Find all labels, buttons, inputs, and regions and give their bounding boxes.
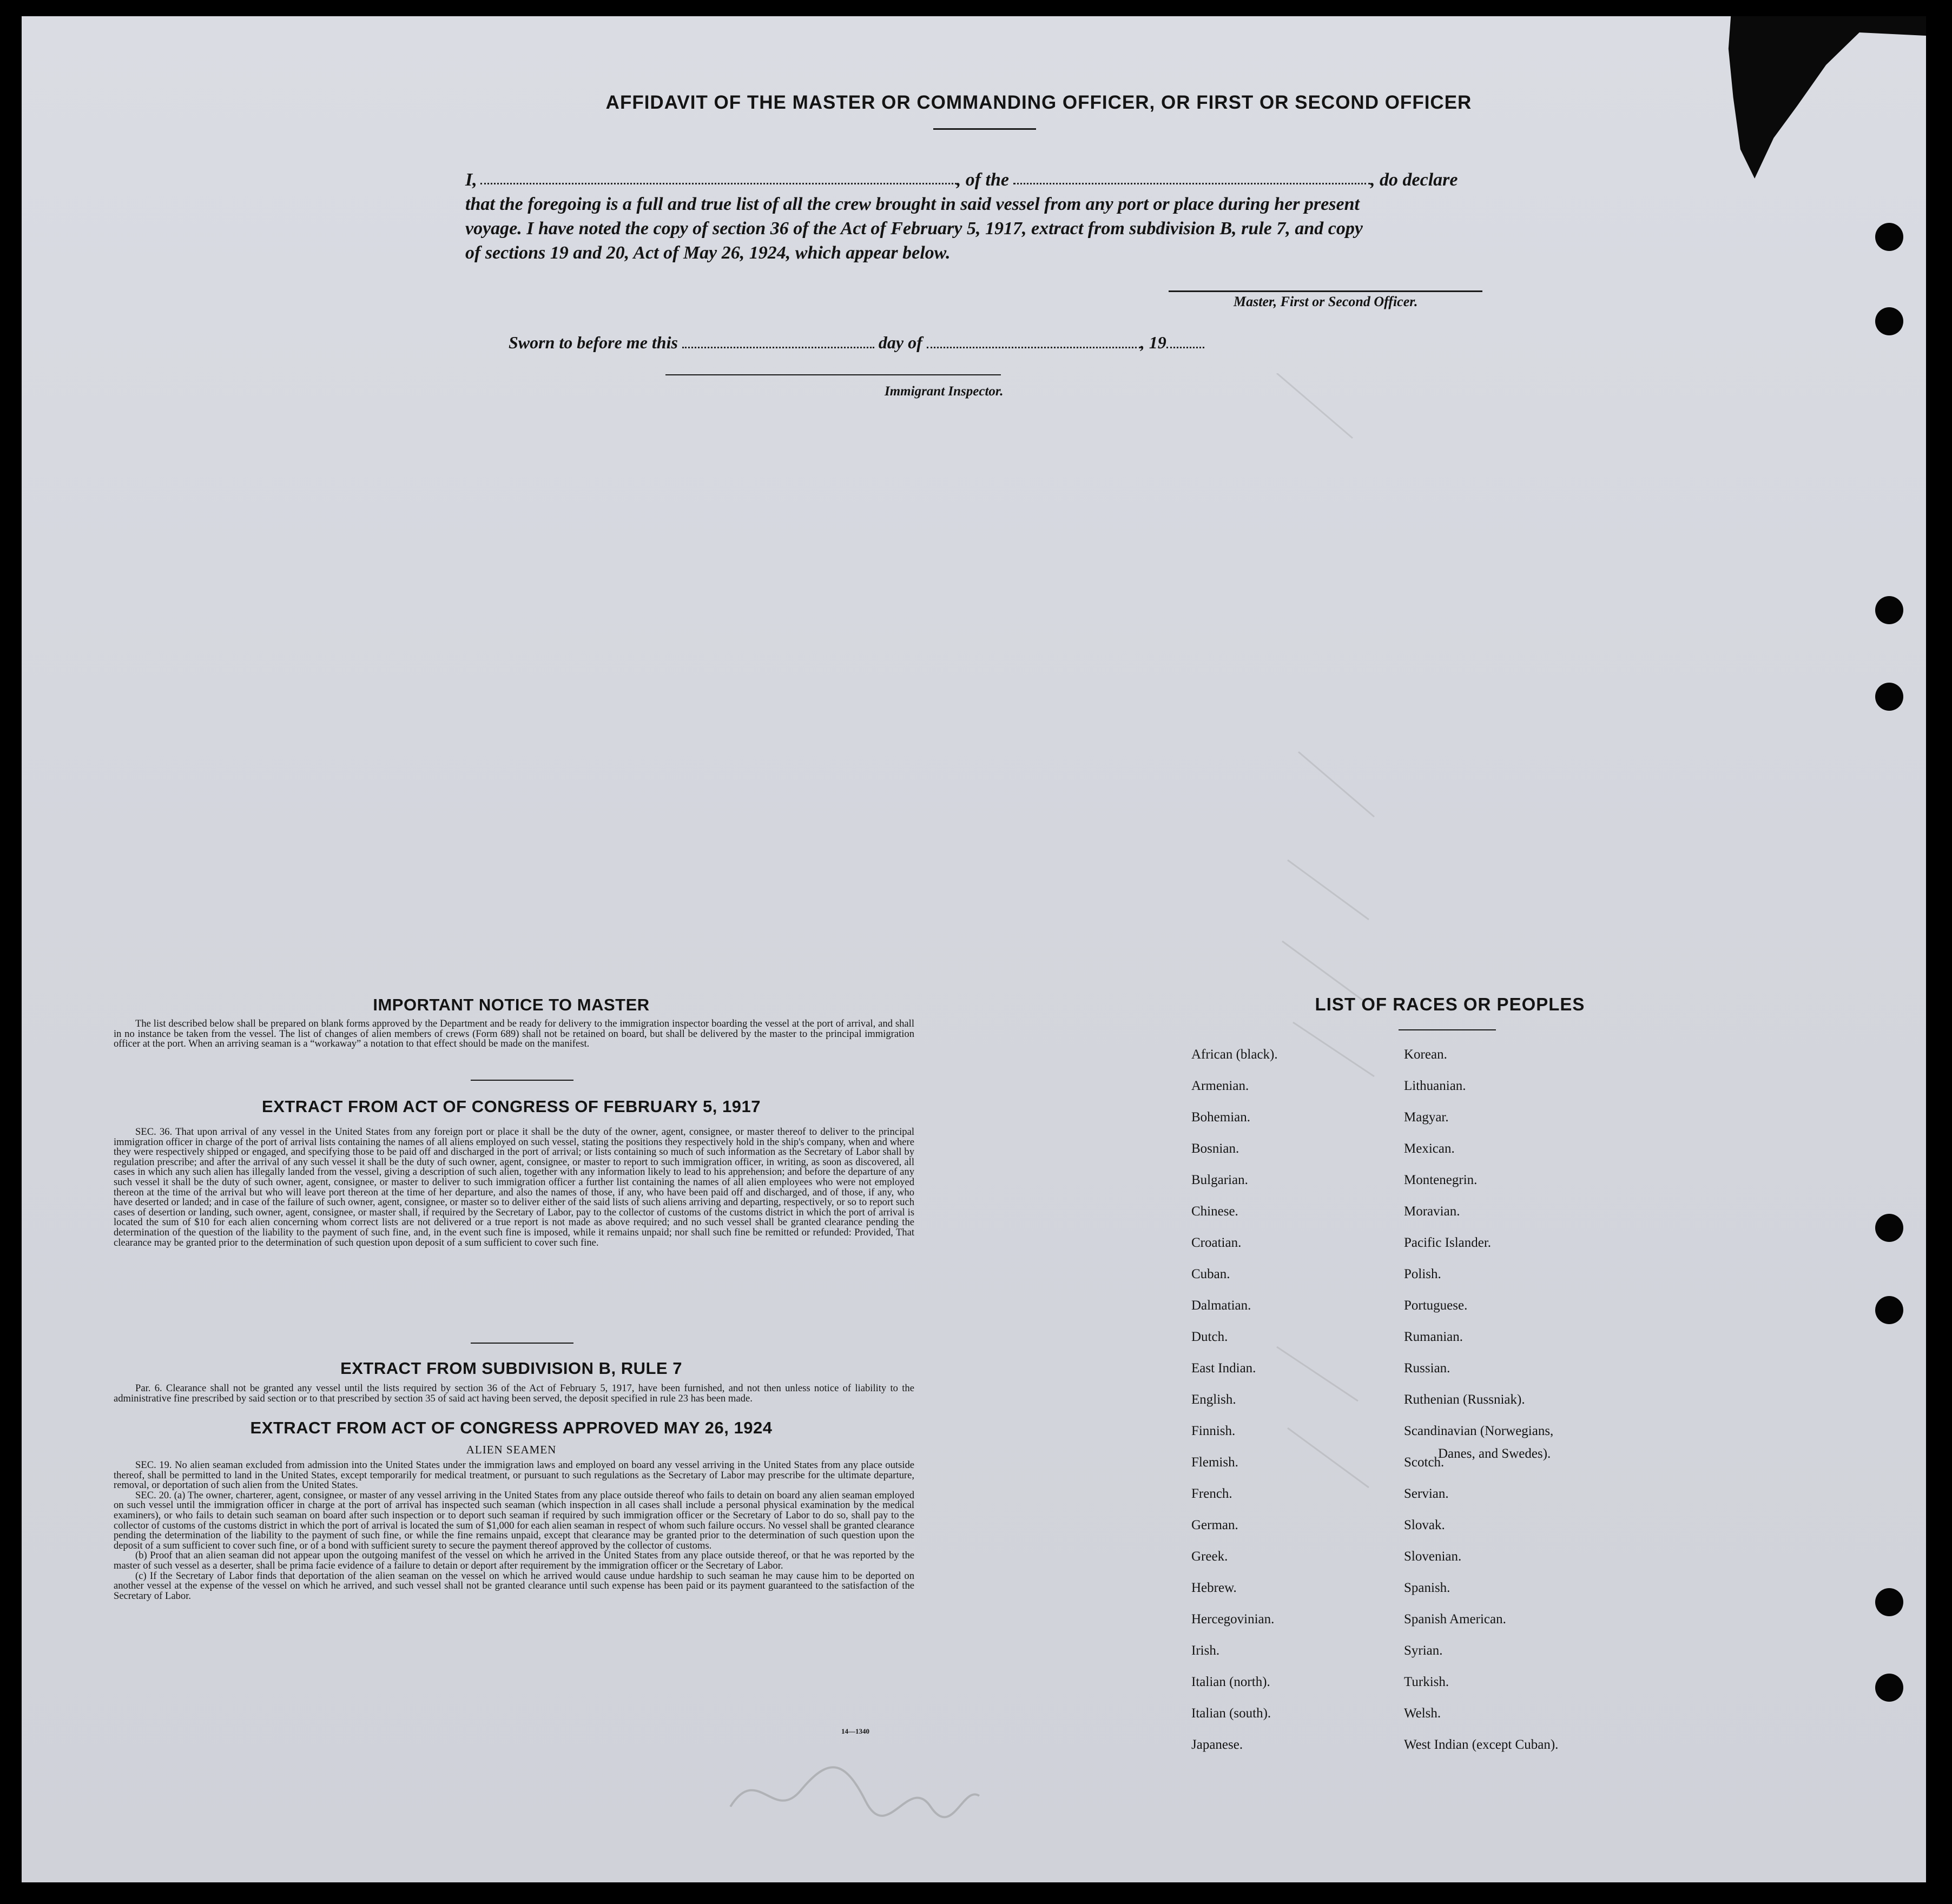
scan-streaks bbox=[1266, 373, 1428, 1563]
race-item: Polish. bbox=[1404, 1267, 1441, 1281]
master-signature-line[interactable] bbox=[1169, 290, 1482, 292]
extract-1917-title: EXTRACT FROM ACT OF CONGRESS OF FEBRUARY 5, 1917 bbox=[262, 1097, 761, 1116]
torn-corner bbox=[1688, 16, 1926, 178]
race-item: Magyar. bbox=[1404, 1110, 1449, 1125]
race-item: Irish. bbox=[1191, 1643, 1220, 1658]
race-item: Dutch. bbox=[1191, 1330, 1228, 1344]
day-of-text: day of bbox=[878, 333, 922, 352]
race-item: Spanish American. bbox=[1404, 1612, 1506, 1627]
race-item: Syrian. bbox=[1404, 1643, 1443, 1658]
extract-1924-body bbox=[114, 1460, 914, 1601]
race-item: Pacific Islander. bbox=[1404, 1235, 1492, 1250]
race-item: Slovak. bbox=[1404, 1518, 1445, 1532]
race-item: Flemish. bbox=[1191, 1455, 1238, 1470]
race-item: Hebrew. bbox=[1191, 1581, 1237, 1595]
race-item: West Indian (except Cuban). bbox=[1404, 1737, 1559, 1752]
race-continuation: Danes, and Swedes). bbox=[1438, 1446, 1551, 1461]
races-title: LIST OF RACES OR PEOPLES bbox=[1315, 994, 1585, 1014]
paragraph-6: Par. 6. Clearance shall not be granted any vessel until the lists required by section 36 of the Act of February 5, 1917, have been furnished, and not then unless notice of liability to the administrative fine prescribed by said section or to that prescribed by section 35 of said act having been served, the deposit specified in rule 23 has been made. bbox=[114, 1383, 914, 1404]
punch-hole bbox=[1875, 1296, 1903, 1324]
punch-hole bbox=[1875, 223, 1903, 251]
punch-hole bbox=[1875, 596, 1903, 624]
title-rule bbox=[933, 128, 1036, 130]
race-item: Croatian. bbox=[1191, 1235, 1242, 1250]
race-item: Moravian. bbox=[1404, 1204, 1460, 1219]
divider bbox=[471, 1080, 573, 1081]
rule-7-body bbox=[114, 1384, 914, 1404]
punch-hole bbox=[1875, 683, 1903, 711]
year-blank[interactable] bbox=[1166, 334, 1204, 348]
race-item: Servian. bbox=[1404, 1486, 1449, 1501]
race-item: Bohemian. bbox=[1191, 1110, 1251, 1125]
race-item: Spanish. bbox=[1404, 1581, 1450, 1595]
race-item: Rumanian. bbox=[1404, 1330, 1463, 1344]
punch-hole bbox=[1875, 1588, 1903, 1616]
race-item: Montenegrin. bbox=[1404, 1173, 1478, 1187]
race-item: French. bbox=[1191, 1486, 1232, 1501]
affidavit-text bbox=[465, 168, 1553, 265]
race-item: Turkish. bbox=[1404, 1675, 1449, 1689]
divider bbox=[471, 1343, 573, 1344]
race-item: Finnish. bbox=[1191, 1424, 1236, 1438]
race-item: East Indian. bbox=[1191, 1361, 1256, 1376]
race-item: Italian (north). bbox=[1191, 1675, 1270, 1689]
race-item: Ruthenian (Russniak). bbox=[1404, 1392, 1525, 1407]
affidavit-line-3: voyage. I have noted the copy of section 36 of the Act of February 5, 1917, extract from subdivision B, rule 7, and copy bbox=[465, 219, 1363, 239]
affidavit-line-2: that the foregoing is a full and true list of all the crew brought in said vessel from any port or place during her present bbox=[465, 194, 1360, 214]
race-item: Italian (south). bbox=[1191, 1706, 1271, 1721]
section-20b-paragraph: (b) Proof that an alien seaman did not appear upon the outgoing manifest of the vessel on which he arrived in the United States from any place outside thereof, or that he was reported by the master of such vessel as a deserter, shall be prima facie evidence of a failure to detain or deport after requirement by the immigration officer or the Secretary of Labor. bbox=[114, 1550, 914, 1571]
sworn-line bbox=[509, 333, 1204, 353]
race-item: Chinese. bbox=[1191, 1204, 1238, 1219]
affidavit-do-declare: , do declare bbox=[1370, 170, 1458, 190]
race-item: Scotch. bbox=[1404, 1455, 1445, 1470]
notice-title: IMPORTANT NOTICE TO MASTER bbox=[373, 995, 650, 1014]
extract-1924-title: EXTRACT FROM ACT OF CONGRESS APPROVED MAY 26, 1924 bbox=[250, 1418, 773, 1437]
race-item: Scandinavian (Norwegians, bbox=[1404, 1424, 1554, 1438]
affidavit-line-4: of sections 19 and 20, Act of May 26, 1924, which appear below. bbox=[465, 243, 951, 263]
faint-handwriting bbox=[725, 1742, 985, 1828]
affidavit-i: I, bbox=[465, 170, 477, 190]
day-blank[interactable] bbox=[682, 334, 874, 348]
race-item: Dalmatian. bbox=[1191, 1298, 1251, 1313]
section-20a-paragraph: SEC. 20. (a) The owner, charterer, agent, consignee, or master of any vessel arriving in the United States from any place outside thereof who fails to detain on board any alien seaman employed on such vessel until the immigration officer in charge at the port of arrival has inspected such seaman (which inspection in all cases shall include a personal physical examination by the medical examiners), or who fails to detain such seaman on board after such inspection or to deport such seaman if required by such immigration officer or the Secretary of Labor to do so, shall pay to the collector of customs of the customs district in which the port of arrival is located the sum of $1,000 for each alien seaman in respect of whom such failure occurs. No vessel shall be granted clearance pending the determination of the liability to the payment of such fine, or while the fine remains unpaid, except that clearance may be granted prior to the determination of such question upon the deposit of a sum sufficient to cover such fine, or of a bond with sufficient surety to secure the payment thereof approved by the collector of customs. bbox=[114, 1489, 914, 1551]
affidavit-line-1 bbox=[465, 168, 1553, 192]
punch-hole bbox=[1875, 1674, 1903, 1702]
year-prefix: , 19 bbox=[1140, 333, 1166, 352]
name-blank[interactable] bbox=[480, 168, 957, 184]
race-item: Mexican. bbox=[1404, 1141, 1455, 1156]
rule-7-title: EXTRACT FROM SUBDIVISION B, RULE 7 bbox=[340, 1359, 682, 1378]
race-item: Russian. bbox=[1404, 1361, 1450, 1376]
alien-seamen-subtitle: ALIEN SEAMEN bbox=[466, 1443, 557, 1456]
race-item: Japanese. bbox=[1191, 1737, 1243, 1752]
race-item: Bulgarian. bbox=[1191, 1173, 1248, 1187]
affidavit-of-the: , of the bbox=[956, 170, 1010, 190]
race-item: Portuguese. bbox=[1404, 1298, 1468, 1313]
race-item: Korean. bbox=[1404, 1047, 1447, 1062]
notice-body bbox=[114, 1019, 914, 1049]
inspector-signature-line[interactable] bbox=[665, 374, 1001, 375]
race-item: Greek. bbox=[1191, 1549, 1228, 1564]
race-item: Lithuanian. bbox=[1404, 1079, 1466, 1093]
punch-hole bbox=[1875, 1214, 1903, 1242]
race-item: German. bbox=[1191, 1518, 1238, 1532]
sworn-text: Sworn to before me this bbox=[509, 333, 678, 352]
month-blank[interactable] bbox=[927, 334, 1140, 348]
race-item: Armenian. bbox=[1191, 1079, 1249, 1093]
race-item: African (black). bbox=[1191, 1047, 1278, 1062]
section-20c-paragraph: (c) If the Secretary of Labor finds that deportation of the alien seaman on the vessel on which he arrived would cause undue hardship to such seaman he may cause him to be deported on another vessel at the expense of the vessel on which he arrived, and such vessel shall not be granted clearance until such expense has been paid or its payment guaranteed to the satisfaction of the Secretary of Labor. bbox=[114, 1570, 914, 1602]
races-title-rule bbox=[1399, 1029, 1496, 1030]
race-item: Hercegovinian. bbox=[1191, 1612, 1275, 1627]
vessel-blank[interactable] bbox=[1013, 168, 1370, 184]
master-label: Master, First or Second Officer. bbox=[1234, 294, 1418, 309]
race-item: English. bbox=[1191, 1392, 1236, 1407]
inspector-label: Immigrant Inspector. bbox=[885, 384, 1004, 399]
extract-1917-body bbox=[114, 1127, 914, 1248]
race-item: Cuban. bbox=[1191, 1267, 1230, 1281]
section-36-paragraph: SEC. 36. That upon arrival of any vessel in the United States from any foreign port or place it shall be the duty of the owner, agent, consignee, or master thereof to deliver to the principal immigration officer in charge of the port of arrival lists containing the names of all aliens employed on such vessel, stating the positions they respectively hold in the ship's company, when and where they were respectively shipped or engaged, and specifying those to be paid off and discharged in the port of arrival; or lists containing so much of such information as the Secretary of Labor shall by regulation prescribe; and after the arrival of any such vessel it shall be the duty of such owner, agent, consignee, or master to report to such immigration officer, in writing, as soon as discovered, all cases in which any such alien has illegally landed from the vessel, giving a description of such alien, together with any information likely to lead to his apprehension; and before the departure of any such vessel it shall be the duty of such owner, agent, consignee, or master to deliver to such immigration officer a further list containing the names of all alien employees who were not employed thereon at the time of the arrival but who will leave port thereon at the time of her departure, and also the names of those, if any, who have been paid off and discharged, and of those, if any, who have deserted or landed; and in case of the failure of such owner, agent, consignee, or master so to deliver either of the said lists of such aliens arriving and departing, respectively, or so to report such cases of desertion or landing, such owner, agent, consignee, or master shall, if required by the Secretary of Labor, pay to the collector of customs of the customs district in which the port of arrival is located the sum of $10 for each alien concerning whom correct lists are not delivered or a true report is not made as above required; and no such vessel shall be granted clearance pending the determination of the question of the liability to the payment of such fine, and, in the event such fine is imposed, while it remains unpaid; nor shall such fine be remitted or refunded: Provided, That clearance may be granted prior to the determination of such question upon deposit of a sum sufficient to cover such fine. bbox=[114, 1126, 914, 1248]
race-item: Welsh. bbox=[1404, 1706, 1441, 1721]
notice-paragraph: The list described below shall be prepared on blank forms approved by the Department and be ready for delivery to the immigration inspector boarding the vessel at the port of arrival, and shall in no instance be taken from the vessel. The list of changes of alien members of crews (Form 689) shall not be retained on board, but shall be delivered by the master to the principal immigration officer at the port. When an arriving seaman is a “workaway” a notation to that effect should be made on the manifest. bbox=[114, 1018, 914, 1050]
race-item: Slovenian. bbox=[1404, 1549, 1462, 1564]
document-page bbox=[22, 16, 1926, 1882]
section-19-paragraph: SEC. 19. No alien seaman excluded from admission into the United States under the immigration laws and employed on board any vessel arriving in the United States from any place outside thereof, shall be permitted to land in the United States, except temporarily for medical treatment, or pursuant to such regulations as the Secretary of Labor may prescribe for the ultimate departure, removal, or deportation of such alien from the United States. bbox=[114, 1459, 914, 1491]
affidavit-title: AFFIDAVIT OF THE MASTER OR COMMANDING OFFICER, OR FIRST OR SECOND OFFICER bbox=[605, 92, 1472, 113]
punch-hole bbox=[1875, 307, 1903, 335]
race-item: Bosnian. bbox=[1191, 1141, 1239, 1156]
form-number: 14—1340 bbox=[841, 1727, 869, 1735]
